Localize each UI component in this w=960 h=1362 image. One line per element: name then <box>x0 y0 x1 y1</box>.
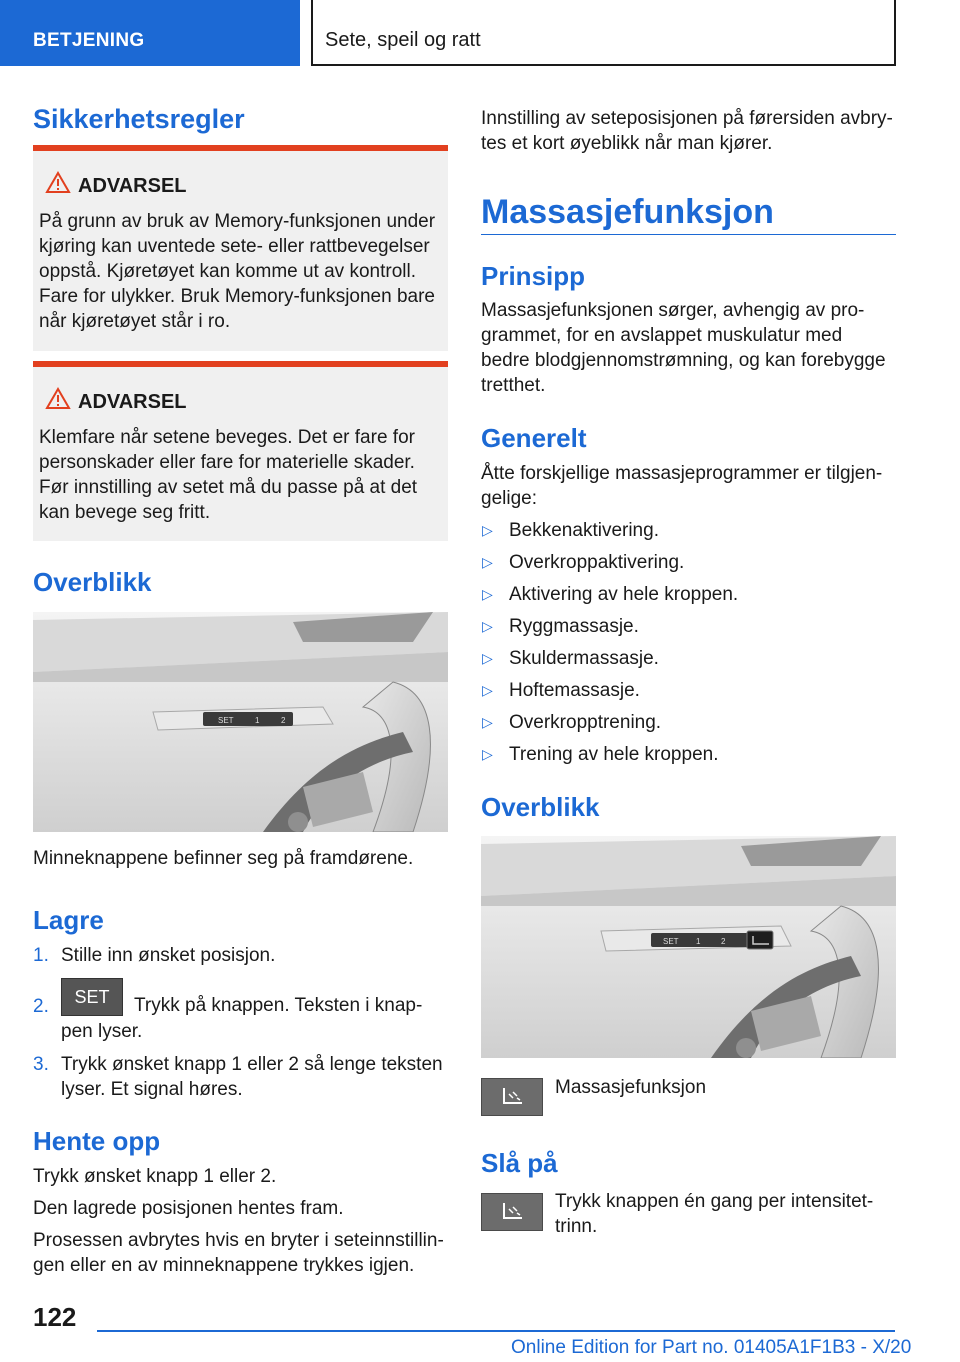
photo-caption-left: Minneknappene befinner seg på framdørene. <box>33 848 414 869</box>
switch-on-text: Trykk knappen én gang per intensitet- trinn. <box>555 1191 874 1237</box>
step-number: 2. <box>33 996 49 1017</box>
overview-title-left: Overblikk <box>33 567 152 597</box>
principle-title: Prinsipp <box>481 261 586 291</box>
general-title: Generelt <box>481 423 587 453</box>
recall-title: Hente opp <box>33 1126 161 1156</box>
step-text: pen lyser. <box>61 1021 143 1042</box>
svg-text:1: 1 <box>696 937 701 946</box>
general-text: Åtte forskjellige massasjeprogrammer er tilgjen- gelige: <box>481 463 883 509</box>
list-item: Overkroppaktivering. <box>509 552 685 573</box>
bullet-icon: ▷ <box>482 682 493 698</box>
overview-title-right: Overblikk <box>481 792 600 822</box>
list-item: Skuldermassasje. <box>509 648 659 669</box>
bullet-icon: ▷ <box>482 650 493 666</box>
step-number: 1. <box>33 945 49 966</box>
list-item: Ryggmassasje. <box>509 616 639 637</box>
warning-box-2 <box>33 361 448 541</box>
switch-on-title: Slå på <box>481 1148 558 1178</box>
recall-text: Trykk ønsket knapp 1 eller 2. Den lagrede posisjonen hentes fram. Prosessen avbrytes hvis en bryter i seteinnstillin- gen eller en av minneknappene trykkes igjen. <box>33 1166 444 1276</box>
bullet-icon: ▷ <box>482 618 493 634</box>
warning-triangle-icon <box>45 387 71 410</box>
warning-box-1 <box>33 145 448 351</box>
svg-text:1: 1 <box>255 716 260 725</box>
bullet-icon: ▷ <box>482 714 493 730</box>
door-massage-button-photo <box>481 836 896 1058</box>
step-number: 3. <box>33 1054 49 1075</box>
principle-text: Massasjefunksjonen sørger, avhengig av pro- grammet, for en avslappet muskulatur med bedre blodgjennomstrømning, og kan forebygge tretthet. <box>481 300 886 396</box>
massage-seat-icon <box>481 1078 543 1116</box>
list-item: Bekkenaktivering. <box>509 520 659 541</box>
step-text: Trykk på knappen. Teksten i knap- <box>134 995 423 1016</box>
massage-seat-icon <box>481 1193 543 1231</box>
intro-text: Innstilling av seteposisjonen på førersiden avbry- tes et kort øyeblikk når man kjører. <box>481 108 893 154</box>
bullet-icon: ▷ <box>482 522 493 538</box>
subsection-title: Sete, speil og ratt <box>311 0 896 66</box>
svg-text:2: 2 <box>721 937 726 946</box>
svg-text:SET: SET <box>663 937 679 946</box>
store-title: Lagre <box>33 905 104 935</box>
step-text: lyser. Et signal høres. <box>61 1079 243 1100</box>
list-item: Hoftemassasje. <box>509 680 640 701</box>
svg-text:SET: SET <box>218 716 234 725</box>
footer-divider <box>97 1330 895 1332</box>
warning-label: ADVARSEL <box>78 391 187 413</box>
svg-text:2: 2 <box>281 716 286 725</box>
step-text: Trykk ønsket knapp 1 eller 2 så lenge teksten <box>61 1054 443 1075</box>
section-tab: BETJENING <box>0 0 300 66</box>
door-memory-buttons-photo <box>33 612 448 832</box>
bullet-icon: ▷ <box>482 746 493 762</box>
warning-label: ADVARSEL <box>78 175 187 197</box>
page-number: 122 <box>33 1302 77 1332</box>
title-divider <box>481 234 896 235</box>
list-item: Trening av hele kroppen. <box>509 744 719 765</box>
warning-triangle-icon <box>45 171 71 194</box>
edition-text: Online Edition for Part no. 01405A1F1B3 - X/20 <box>511 1337 912 1358</box>
set-button-icon: SET <box>61 978 123 1016</box>
safety-title: Sikkerhetsregler <box>33 104 245 134</box>
massage-main-title: Massasjefunksjon <box>481 193 774 231</box>
bullet-icon: ▷ <box>482 586 493 602</box>
massage-icon-caption: Massasjefunksjon <box>555 1077 707 1098</box>
list-item: Overkropptrening. <box>509 712 662 733</box>
warning-text-2: Klemfare når setene beveges. Det er fare for personskader eller fare for materielle skader. Før innstilling av setet må du passe på at det kan bevege seg fritt. <box>39 427 418 523</box>
bullet-icon: ▷ <box>482 554 493 570</box>
list-item: Aktivering av hele kroppen. <box>509 584 739 605</box>
step-text: Stille inn ønsket posisjon. <box>61 945 276 966</box>
warning-text-1: På grunn av bruk av Memory-funksjonen under kjøring kan uventede sete- eller rattbevegelser oppstå. Kjøretøyet kan komme ut av kontroll. Fare for ulykker. Bruk Memory-funksjonen bare når kjøretøyet står i ro. <box>39 211 436 332</box>
page-header <box>0 0 960 66</box>
